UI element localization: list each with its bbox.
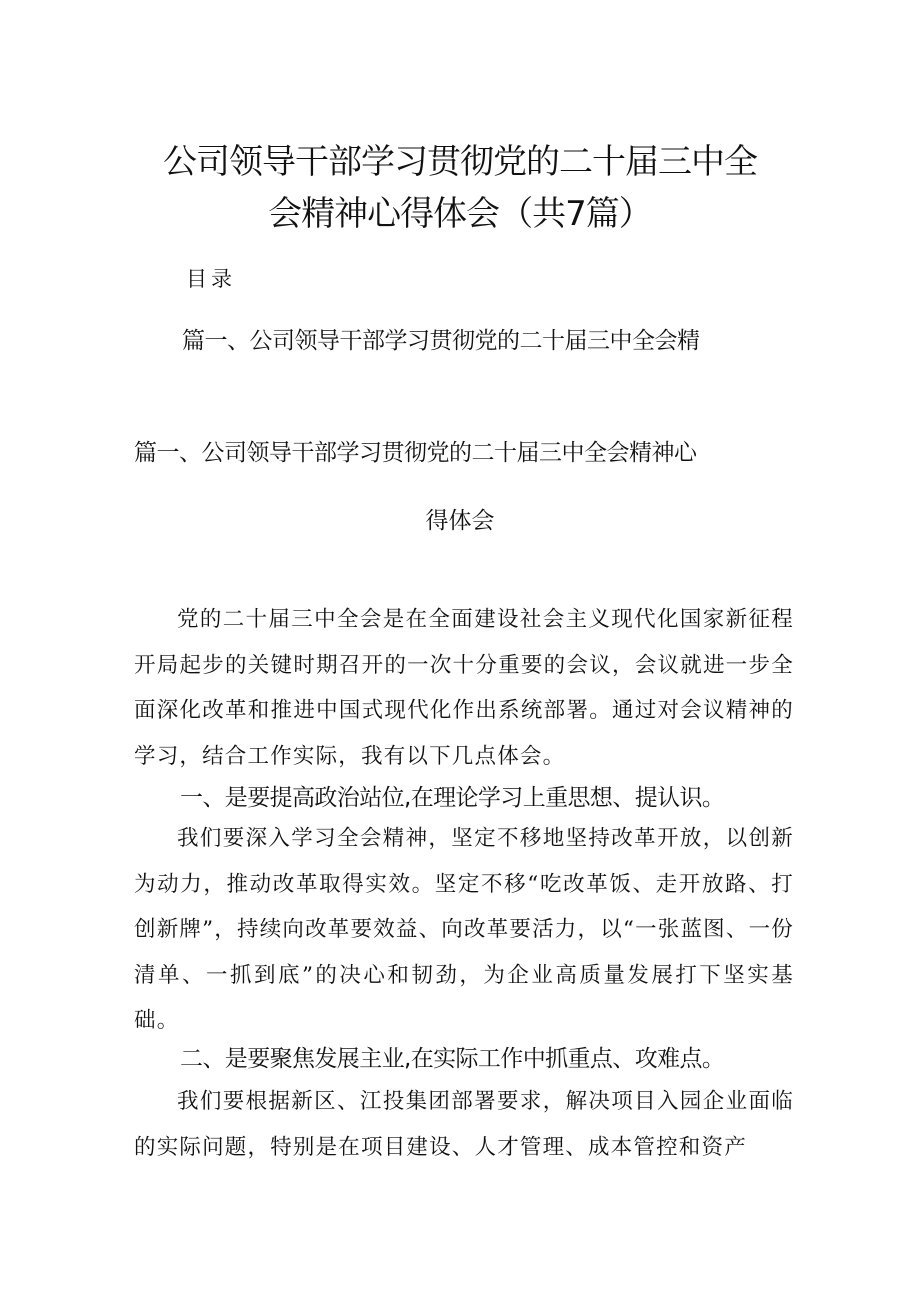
toc-item-1[interactable]: 篇一、公司领导干部学习贯彻党的二十届三中全会精 bbox=[182, 328, 700, 354]
document-title-line-2: 会精神心得体会（共7篇） bbox=[268, 194, 652, 234]
chapter-heading-line-1: 篇一、公司领导干部学习贯彻党的二十届三中全会精神心 bbox=[134, 440, 697, 466]
toc-label: 目录 bbox=[186, 267, 236, 291]
body-paragraph-point-2: 我们要根据新区、江投集团部署要求，解决项目入园企业面临的实际问题，特别是在项目建设、人才管理、成本管控和资产 bbox=[134, 1089, 794, 1160]
body-paragraph-intro: 党的二十届三中全会是在全面建设社会主义现代化国家新征程开局起步的关键时期召开的一次十分重要的会议，会议就进一步全面深化改革和推进中国式现代化作出系统部署。通过对会议精神的学习，结合工作实际，我有以下几点体会。 bbox=[134, 607, 794, 769]
document-title-line-1: 公司领导干部学习贯彻党的二十届三中全 bbox=[163, 142, 757, 182]
point-heading-1: 一、是要提高政治站位,在理论学习上重思想、提认识。 bbox=[180, 785, 725, 811]
point-heading-2: 二、是要聚焦发展主业,在实际工作中抓重点、攻难点。 bbox=[180, 1046, 725, 1072]
body-paragraph-point-1: 我们要深入学习全会精神，坚定不移地坚持改革开放，以创新为动力，推动改革取得实效。坚定不移“吃改革饭、走开放路、打创新牌”，持续向改革要效益、向改革要活力，以“一张蓝图、一份清单、一抓到底”的决心和韧劲，为企业高质量发展打下坚实基础。 bbox=[134, 826, 794, 1033]
chapter-heading-line-2: 得体会 bbox=[425, 508, 495, 534]
